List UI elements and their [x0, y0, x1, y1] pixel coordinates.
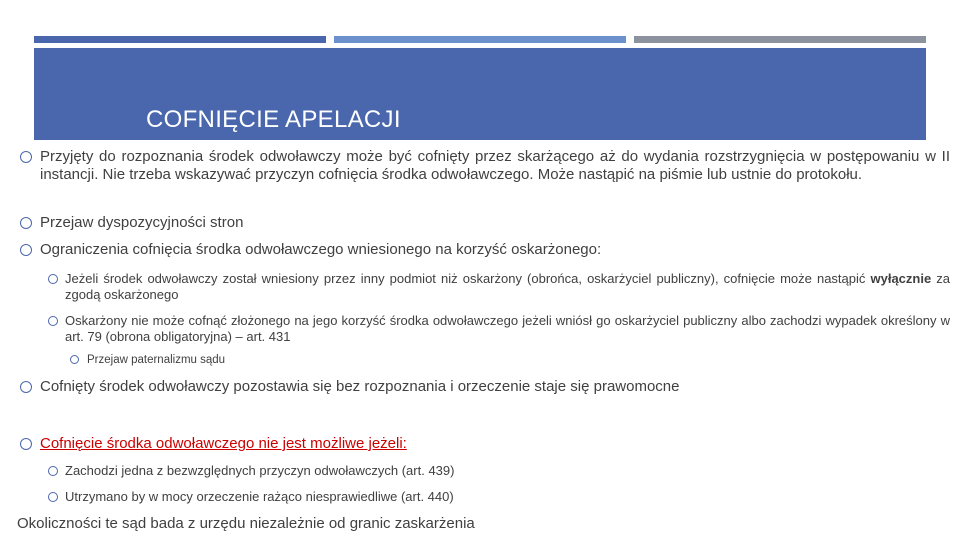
bullet-item-final-judgment	[20, 378, 950, 396]
bullet-item-disposability	[20, 214, 950, 232]
sub-bullet-text: Utrzymano by w mocy orzeczenie rażąco niesprawiedliwe (art. 440)	[65, 489, 454, 504]
circle-bullet-icon	[48, 492, 58, 502]
accent-bar-1	[34, 36, 326, 43]
circle-bullet-icon	[48, 274, 58, 284]
highlighted-heading: Cofnięcie środka odwoławczego nie jest możliwe jeżeli:	[40, 435, 407, 452]
bullet-text: Ograniczenia cofnięcia środka odwoławczego wniesionego na korzyść oskarżonego:	[40, 241, 602, 258]
sub-bullet-item-accused	[48, 313, 950, 345]
circle-bullet-icon	[48, 316, 58, 326]
circle-bullet-icon	[20, 151, 32, 163]
circle-bullet-icon	[48, 466, 58, 476]
slide-title: COFNIĘCIE APELACJI	[146, 106, 401, 133]
sub-bullet-text: Jeżeli środek odwoławczy został wniesiony przez inny podmiot niż oskarżony (obrońca, oskarżyciel publiczny), cofnięcie może nastąpić wyłącznie za zgodą oskarżonego	[65, 271, 951, 302]
sub-bullet-text: Oskarżony nie może cofnąć złożonego na jego korzyść środka odwoławczego jeżeli wniósł go oskarżyciel publiczny albo zachodzi wypadek określony w art. 79 (obrona obligatoryjna) – art. 431	[65, 313, 950, 344]
sub-sub-bullet-item-paternalism	[70, 353, 950, 367]
sub-bullet-item-consent	[48, 271, 950, 303]
accent-bar-3	[634, 36, 926, 43]
bullet-item-limitations	[20, 241, 950, 259]
bullet-item-not-possible	[20, 435, 950, 453]
bullet-text: Przyjęty do rozpoznania środek odwoławczy może być cofnięty przez skarżącego aż do wydania rozstrzygnięcia w postępowaniu w II instancji. Nie trzeba wskazywać przyczyn cofnięcia środka odwoławczego. Może nastąpić na piśmie lub ustnie do protokołu.	[40, 148, 950, 183]
sub-bullet-item-unjust-judgment	[48, 489, 950, 505]
bullet-text: Cofnięty środek odwoławczy pozostawia się bez rozpoznania i orzeczenie staje się prawomocne	[40, 378, 680, 395]
bullet-item-withdrawal	[20, 148, 950, 184]
sub-sub-bullet-text: Przejaw paternalizmu sądu	[87, 354, 226, 366]
circle-bullet-icon	[20, 244, 32, 256]
sub-bullet-text: Zachodzi jedna z bezwzględnych przyczyn odwoławczych (art. 439)	[65, 463, 455, 478]
accent-bar-2	[334, 36, 626, 43]
bullet-text: Przejaw dyspozycyjności stron	[40, 214, 244, 231]
title-box	[34, 48, 926, 140]
circle-bullet-icon	[20, 438, 32, 450]
circle-bullet-icon	[20, 381, 32, 393]
sub-bullet-item-absolute-causes	[48, 463, 950, 479]
footer-note: Okoliczności te sąd bada z urzędu niezależnie od granic zaskarżenia	[17, 515, 475, 532]
circle-bullet-icon	[20, 217, 32, 229]
emphasis-text: wyłącznie	[870, 271, 932, 286]
circle-bullet-icon	[70, 355, 79, 364]
